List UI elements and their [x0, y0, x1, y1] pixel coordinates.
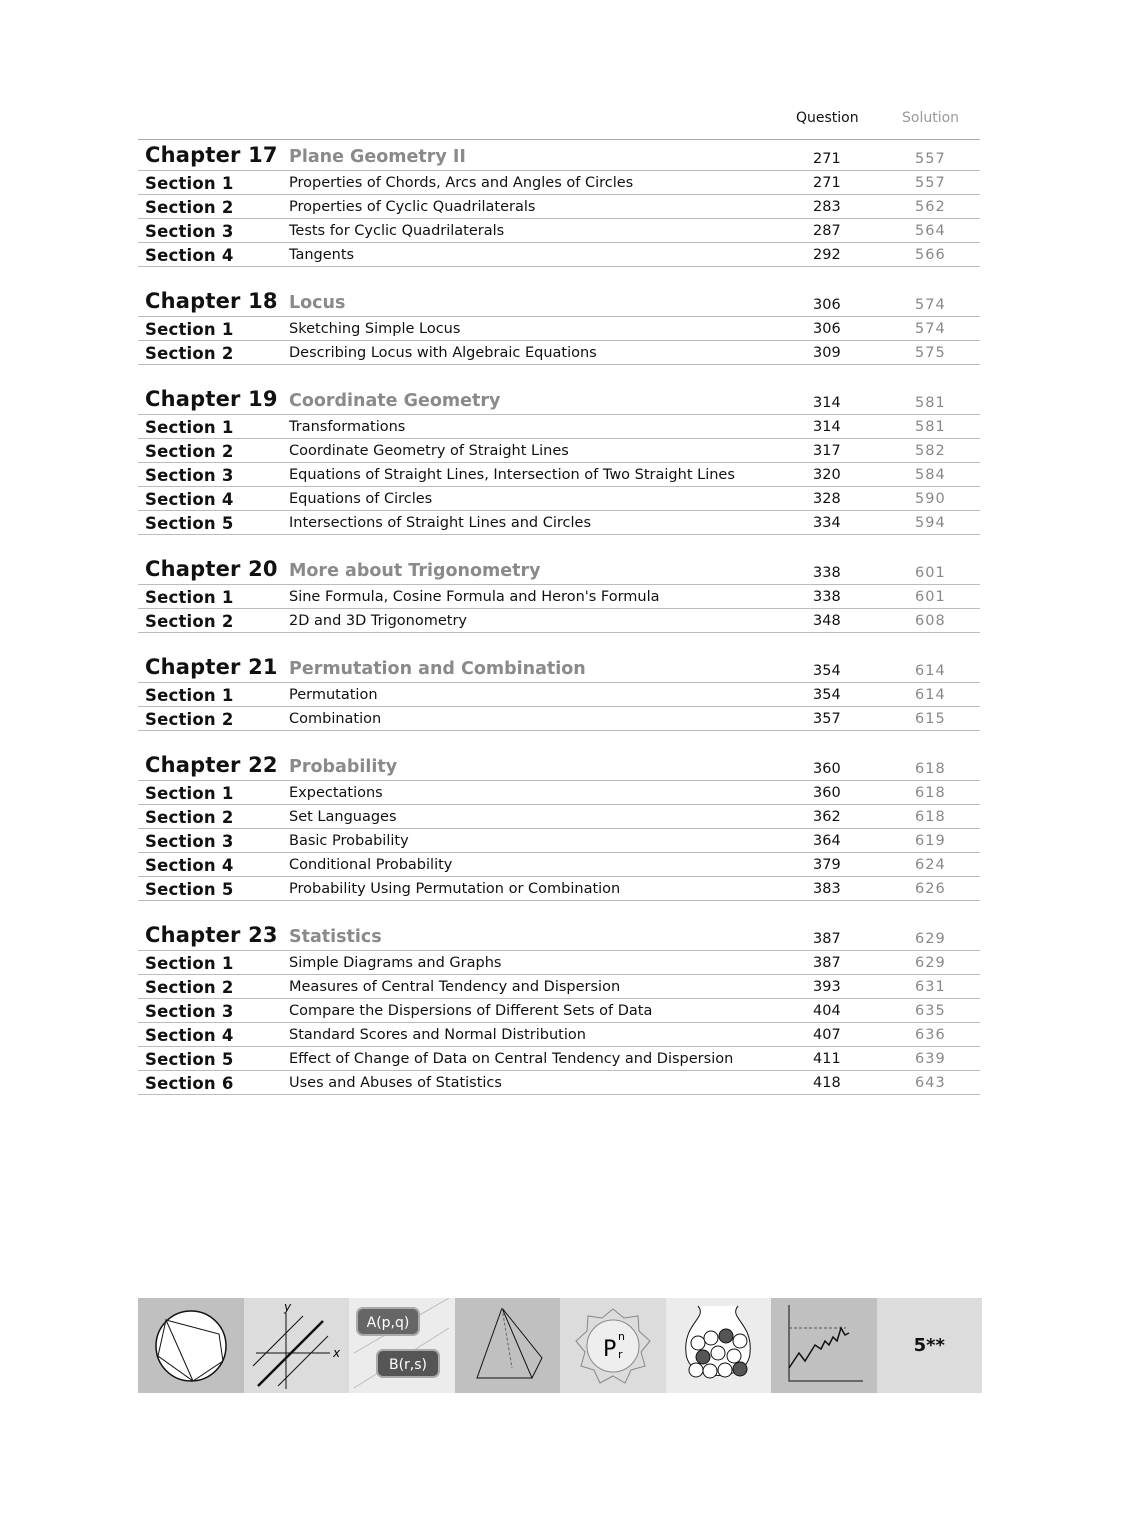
section-row[interactable] — [138, 317, 980, 341]
section-title: Basic Probability — [289, 833, 409, 849]
question-page: 411 — [813, 1051, 841, 1067]
question-page: 360 — [813, 785, 841, 801]
question-page: 354 — [813, 687, 841, 703]
question-page: 360 — [813, 761, 841, 777]
section-row[interactable] — [138, 999, 980, 1023]
section-label: Section 5 — [145, 880, 234, 899]
points-icon — [349, 1298, 455, 1393]
chapter-block — [138, 755, 980, 901]
question-page: 287 — [813, 223, 841, 239]
chapter-title: Plane Geometry II — [289, 147, 466, 167]
section-row[interactable] — [138, 805, 980, 829]
chapter-title: Statistics — [289, 927, 382, 947]
solution-page: 562 — [915, 199, 946, 215]
section-row[interactable] — [138, 585, 980, 609]
section-title: 2D and 3D Trigonometry — [289, 613, 468, 629]
section-title: Effect of Change of Data on Central Tendency and Dispersion — [289, 1051, 734, 1067]
section-title: Describing Locus with Algebraic Equations — [289, 345, 597, 361]
section-row[interactable] — [138, 683, 980, 707]
solution-page: 575 — [915, 345, 946, 361]
section-row[interactable] — [138, 341, 980, 365]
section-label: Section 4 — [145, 246, 234, 265]
section-title: Conditional Probability — [289, 857, 453, 873]
solution-page: 618 — [915, 809, 946, 825]
point-a-label: A(p,q) — [366, 1315, 410, 1331]
question-page: 354 — [813, 663, 841, 679]
chapter-row[interactable] — [138, 925, 980, 951]
solution-page: 590 — [915, 491, 946, 507]
question-page: 328 — [813, 491, 841, 507]
chapter-title: Locus — [289, 293, 346, 313]
section-title: Sine Formula, Cosine Formula and Heron's Formula — [289, 589, 660, 605]
section-label: Section 2 — [145, 978, 234, 997]
chapter-title: Coordinate Geometry — [289, 391, 501, 411]
solution-page: 581 — [915, 419, 946, 435]
coordinate-lines-icon — [244, 1298, 350, 1393]
section-label: Section 3 — [145, 466, 234, 485]
section-row[interactable] — [138, 195, 980, 219]
solution-page: 619 — [915, 833, 946, 849]
question-page: 271 — [813, 175, 841, 191]
solution-page: 626 — [915, 881, 946, 897]
page-label: 5** — [913, 1335, 945, 1356]
section-label: Section 1 — [145, 954, 234, 973]
solution-page: 629 — [915, 955, 946, 971]
section-title: Coordinate Geometry of Straight Lines — [289, 443, 569, 459]
line-graph-icon — [771, 1298, 877, 1393]
section-label: Section 2 — [145, 344, 234, 363]
section-title: Simple Diagrams and Graphs — [289, 955, 502, 971]
solution-page: 574 — [915, 297, 946, 313]
solution-page: 566 — [915, 247, 946, 263]
section-row[interactable] — [138, 609, 980, 633]
section-title: Properties of Chords, Arcs and Angles of Circles — [289, 175, 634, 191]
section-title: Transformations — [289, 419, 406, 435]
question-page: 338 — [813, 565, 841, 581]
solution-page: 643 — [915, 1075, 946, 1091]
solution-page: 557 — [915, 151, 946, 167]
question-page: 306 — [813, 321, 841, 337]
section-label: Section 4 — [145, 1026, 234, 1045]
solution-page: 614 — [915, 663, 946, 679]
section-row[interactable] — [138, 975, 980, 999]
chapter-title: Permutation and Combination — [289, 659, 586, 679]
chapter-block — [138, 657, 980, 731]
chapter-label: Chapter 21 — [145, 655, 278, 679]
question-page: 314 — [813, 419, 841, 435]
chapter-block — [138, 559, 980, 633]
question-page: 314 — [813, 395, 841, 411]
question-page: 309 — [813, 345, 841, 361]
question-page: 334 — [813, 515, 841, 531]
section-title: Probability Using Permutation or Combination — [289, 881, 621, 897]
solution-column-header: Solution — [902, 110, 960, 126]
section-label: Section 2 — [145, 808, 234, 827]
section-label: Section 3 — [145, 222, 234, 241]
y-axis-label: y — [284, 1300, 292, 1314]
solution-page: 624 — [915, 857, 946, 873]
solution-page: 582 — [915, 443, 946, 459]
question-page: 357 — [813, 711, 841, 727]
section-label: Section 3 — [145, 1002, 234, 1021]
solution-page: 615 — [915, 711, 946, 727]
chapter-row[interactable] — [138, 657, 980, 683]
section-label: Section 1 — [145, 174, 234, 193]
permutation-icon — [560, 1298, 666, 1393]
question-page: 383 — [813, 881, 841, 897]
section-title: Equations of Straight Lines, Intersection of Two Straight Lines — [289, 467, 735, 483]
balls-in-bag-icon — [666, 1298, 772, 1393]
question-page: 306 — [813, 297, 841, 313]
question-column-header: Question — [796, 110, 859, 126]
section-title: Permutation — [289, 687, 378, 703]
section-title: Intersections of Straight Lines and Circles — [289, 515, 592, 531]
section-row[interactable] — [138, 171, 980, 195]
section-title: Uses and Abuses of Statistics — [289, 1075, 502, 1091]
solution-page: 618 — [915, 785, 946, 801]
section-label: Section 2 — [145, 442, 234, 461]
question-page: 338 — [813, 589, 841, 605]
section-label: Section 2 — [145, 710, 234, 729]
question-page: 387 — [813, 931, 841, 947]
section-row[interactable] — [138, 243, 980, 267]
section-row[interactable] — [138, 853, 980, 877]
chapter-block — [138, 925, 980, 1095]
solution-page: 584 — [915, 467, 946, 483]
section-label: Section 1 — [145, 588, 234, 607]
section-row[interactable] — [138, 219, 980, 243]
chapter-block — [138, 145, 980, 267]
question-page: 271 — [813, 151, 841, 167]
solution-page: 557 — [915, 175, 946, 191]
solution-page: 636 — [915, 1027, 946, 1043]
solution-page: 594 — [915, 515, 946, 531]
section-row[interactable] — [138, 1071, 980, 1095]
solution-page: 608 — [915, 613, 946, 629]
question-page: 364 — [813, 833, 841, 849]
chapter-icon-banner — [138, 1298, 982, 1393]
section-label: Section 5 — [145, 514, 234, 533]
solution-page: 574 — [915, 321, 946, 337]
solution-page: 601 — [915, 589, 946, 605]
section-label: Section 1 — [145, 686, 234, 705]
chapter-title: Probability — [289, 757, 398, 777]
perm-r-label: r — [617, 1347, 623, 1361]
chapter-label: Chapter 19 — [145, 387, 278, 411]
solution-page: 564 — [915, 223, 946, 239]
column-header — [138, 110, 980, 140]
section-row[interactable] — [138, 1047, 980, 1071]
chapter-label: Chapter 17 — [145, 143, 278, 167]
section-title: Expectations — [289, 785, 383, 801]
question-page: 362 — [813, 809, 841, 825]
section-title: Equations of Circles — [289, 491, 433, 507]
question-page: 292 — [813, 247, 841, 263]
section-row[interactable] — [138, 511, 980, 535]
chapter-block — [138, 291, 980, 365]
section-row[interactable] — [138, 463, 980, 487]
point-b-label: B(r,s) — [389, 1357, 428, 1373]
solution-page: 629 — [915, 931, 946, 947]
chapter-row[interactable] — [138, 559, 980, 585]
section-row[interactable] — [138, 829, 980, 853]
solution-page: 631 — [915, 979, 946, 995]
section-label: Section 2 — [145, 612, 234, 631]
table-of-contents — [138, 145, 980, 1119]
section-label: Section 4 — [145, 856, 234, 875]
chapter-row[interactable] — [138, 291, 980, 317]
section-label: Section 4 — [145, 490, 234, 509]
chapter-label: Chapter 18 — [145, 289, 278, 313]
solution-page: 581 — [915, 395, 946, 411]
chapter-label: Chapter 22 — [145, 753, 278, 777]
pyramid-icon — [455, 1298, 561, 1393]
chapter-row[interactable] — [138, 145, 980, 171]
chapter-label: Chapter 20 — [145, 557, 278, 581]
chapter-title: More about Trigonometry — [289, 561, 541, 581]
question-page: 320 — [813, 467, 841, 483]
x-axis-label: x — [333, 1345, 341, 1360]
perm-p-label: P — [602, 1336, 617, 1362]
section-row[interactable] — [138, 951, 980, 975]
section-row[interactable] — [138, 439, 980, 463]
solution-page: 618 — [915, 761, 946, 777]
chapter-block — [138, 389, 980, 535]
question-page: 387 — [813, 955, 841, 971]
section-row[interactable] — [138, 487, 980, 511]
section-label: Section 1 — [145, 320, 234, 339]
section-row[interactable] — [138, 707, 980, 731]
question-page: 317 — [813, 443, 841, 459]
chapter-row[interactable] — [138, 755, 980, 781]
section-title: Properties of Cyclic Quadrilaterals — [289, 199, 536, 215]
section-label: Section 5 — [145, 1050, 234, 1069]
question-page: 407 — [813, 1027, 841, 1043]
solution-page: 635 — [915, 1003, 946, 1019]
section-label: Section 6 — [145, 1074, 234, 1093]
solution-page: 639 — [915, 1051, 946, 1067]
chapter-label: Chapter 23 — [145, 923, 278, 947]
section-title: Combination — [289, 711, 382, 727]
question-page: 418 — [813, 1075, 841, 1091]
section-title: Tests for Cyclic Quadrilaterals — [289, 223, 505, 239]
section-title: Tangents — [289, 247, 355, 263]
section-title: Measures of Central Tendency and Dispersion — [289, 979, 621, 995]
question-page: 348 — [813, 613, 841, 629]
question-page: 393 — [813, 979, 841, 995]
solution-page: 614 — [915, 687, 946, 703]
section-title: Sketching Simple Locus — [289, 321, 461, 337]
section-title: Compare the Dispersions of Different Sets of Data — [289, 1003, 653, 1019]
circle-geometry-icon — [138, 1298, 244, 1393]
section-title: Set Languages — [289, 809, 397, 825]
question-page: 283 — [813, 199, 841, 215]
question-page: 404 — [813, 1003, 841, 1019]
section-row[interactable] — [138, 415, 980, 439]
section-row[interactable] — [138, 877, 980, 901]
perm-n-label: n — [617, 1329, 625, 1343]
section-label: Section 1 — [145, 418, 234, 437]
solution-page: 601 — [915, 565, 946, 581]
section-row[interactable] — [138, 781, 980, 805]
section-label: Section 3 — [145, 832, 234, 851]
section-title: Standard Scores and Normal Distribution — [289, 1027, 586, 1043]
section-label: Section 1 — [145, 784, 234, 803]
section-label: Section 2 — [145, 198, 234, 217]
question-page: 379 — [813, 857, 841, 873]
page-label-tile — [877, 1298, 983, 1393]
chapter-row[interactable] — [138, 389, 980, 415]
section-row[interactable] — [138, 1023, 980, 1047]
